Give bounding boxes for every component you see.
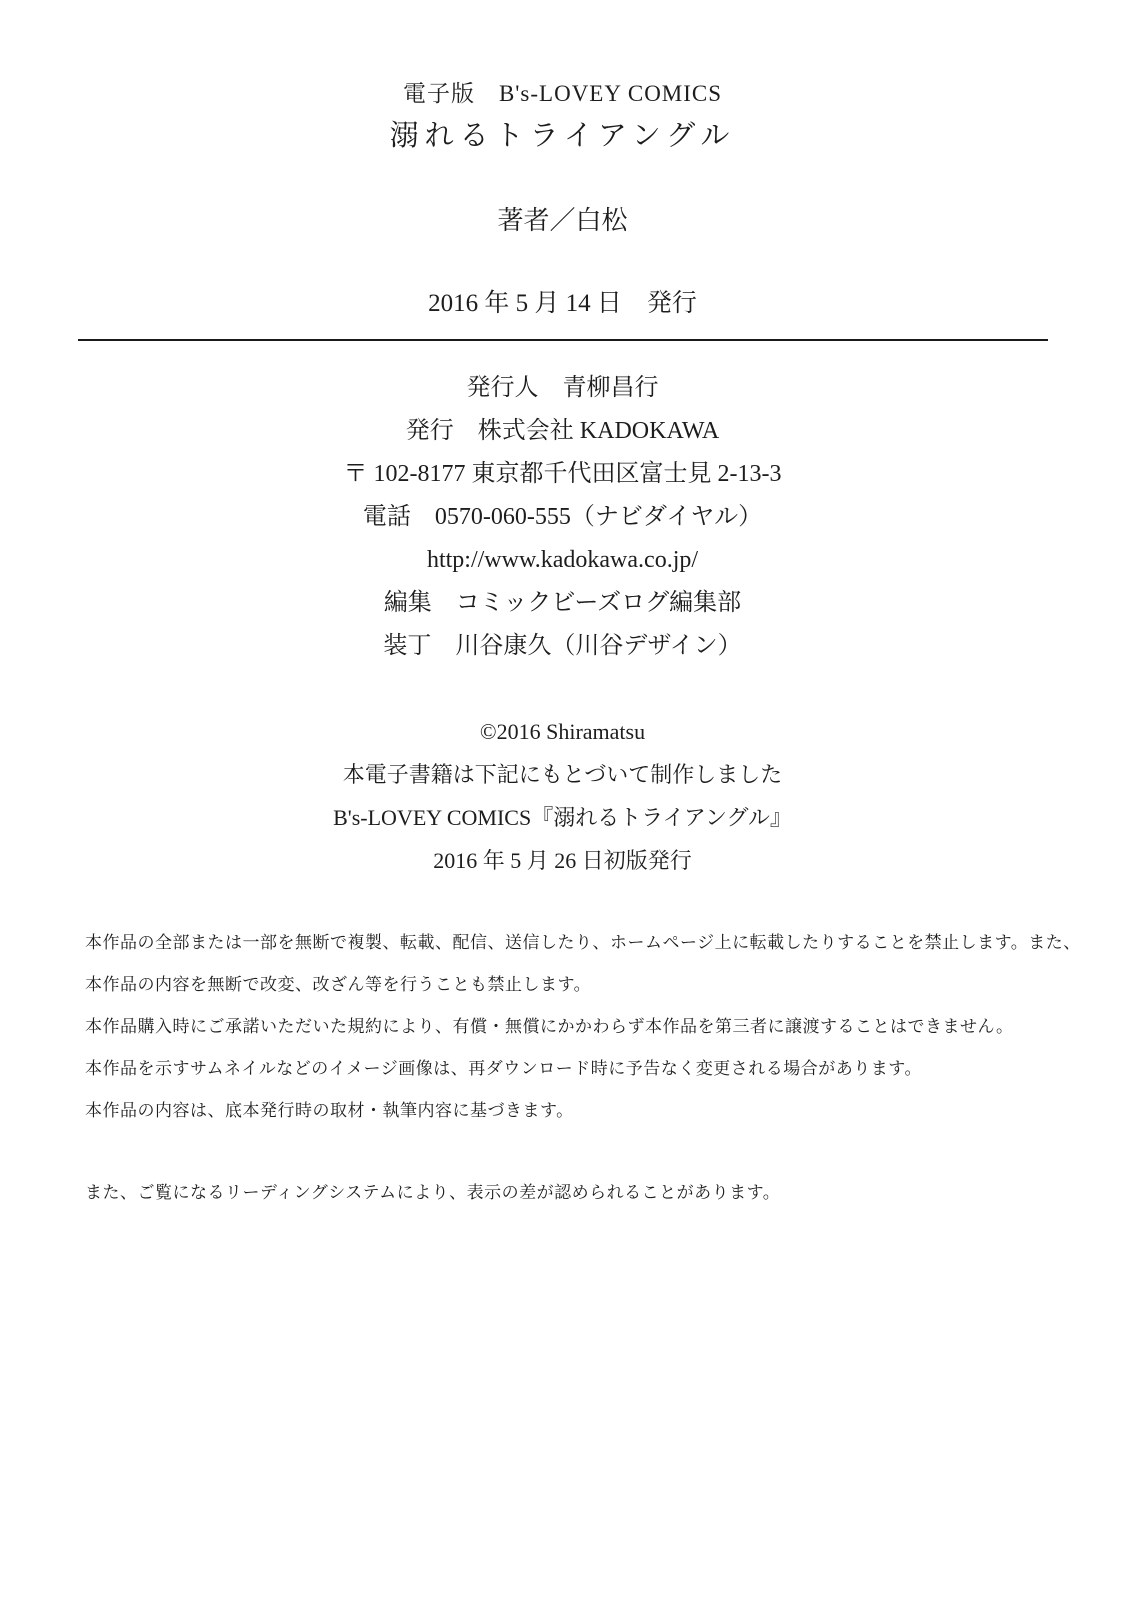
designer-line: 装丁 川谷康久（川谷デザイン） bbox=[383, 633, 742, 659]
legal-line-3: 本作品購入時にご承諾いただいた規約により、有償・無償にかかわらず本作品を第三者に譲渡することはできません。 bbox=[85, 1017, 1014, 1036]
first-print-date: 2016 年 5 月 26 日初版発行 bbox=[433, 848, 692, 873]
publish-date-line: 2016 年 5 月 14 日 発行 bbox=[428, 290, 697, 317]
editor-line: 編集 コミックビーズログ編集部 bbox=[383, 590, 742, 616]
source-edition: B's-LOVEY COMICS『溺れるトライアングル』 bbox=[333, 805, 792, 830]
publisher-company-line: 発行 株式会社 KADOKAWA bbox=[405, 418, 720, 444]
publisher-person-line: 発行人 青柳昌行 bbox=[466, 375, 659, 401]
divider-rule bbox=[78, 339, 1048, 341]
reading-system-note: また、ご覧になるリーディングシステムにより、表示の差が認められることがあります。 bbox=[85, 1183, 781, 1202]
legal-line-4: 本作品を示すサムネイルなどのイメージ画像は、再ダウンロード時に予告なく変更される場合があります。 bbox=[85, 1059, 922, 1078]
copyright-block bbox=[0, 710, 1125, 882]
author-line: 著者／白松 bbox=[497, 206, 628, 235]
address-line: 〒 102-8177 東京都千代田区富士見 2-13-3 bbox=[343, 461, 782, 487]
edition-label: 電子版 B's-LOVEY COMICS bbox=[402, 81, 723, 106]
legal-line-2: 本作品の内容を無断で改変、改ざん等を行うことも禁止します。 bbox=[85, 975, 592, 994]
legal-line-1: 本作品の全部または一部を無断で複製、転載、配信、送信したり、ホームページ上に転載したりすることを禁止します。また、 bbox=[85, 933, 1081, 952]
legal-line-5: 本作品の内容は、底本発行時の取材・執筆内容に基づきます。 bbox=[85, 1101, 574, 1120]
copyright-notice: ©2016 Shiramatsu bbox=[479, 719, 646, 744]
production-note: 本電子書籍は下記にもとづいて制作しました bbox=[342, 762, 783, 787]
phone-line: 電話 0570-060-555（ナビダイヤル） bbox=[362, 504, 763, 530]
book-title: 溺れるトライアングル bbox=[389, 120, 736, 152]
website-url: http://www.kadokawa.co.jp/ bbox=[426, 547, 699, 573]
publication-info bbox=[0, 367, 1125, 668]
legal-notices bbox=[85, 922, 1081, 1132]
book-header bbox=[0, 82, 1125, 316]
